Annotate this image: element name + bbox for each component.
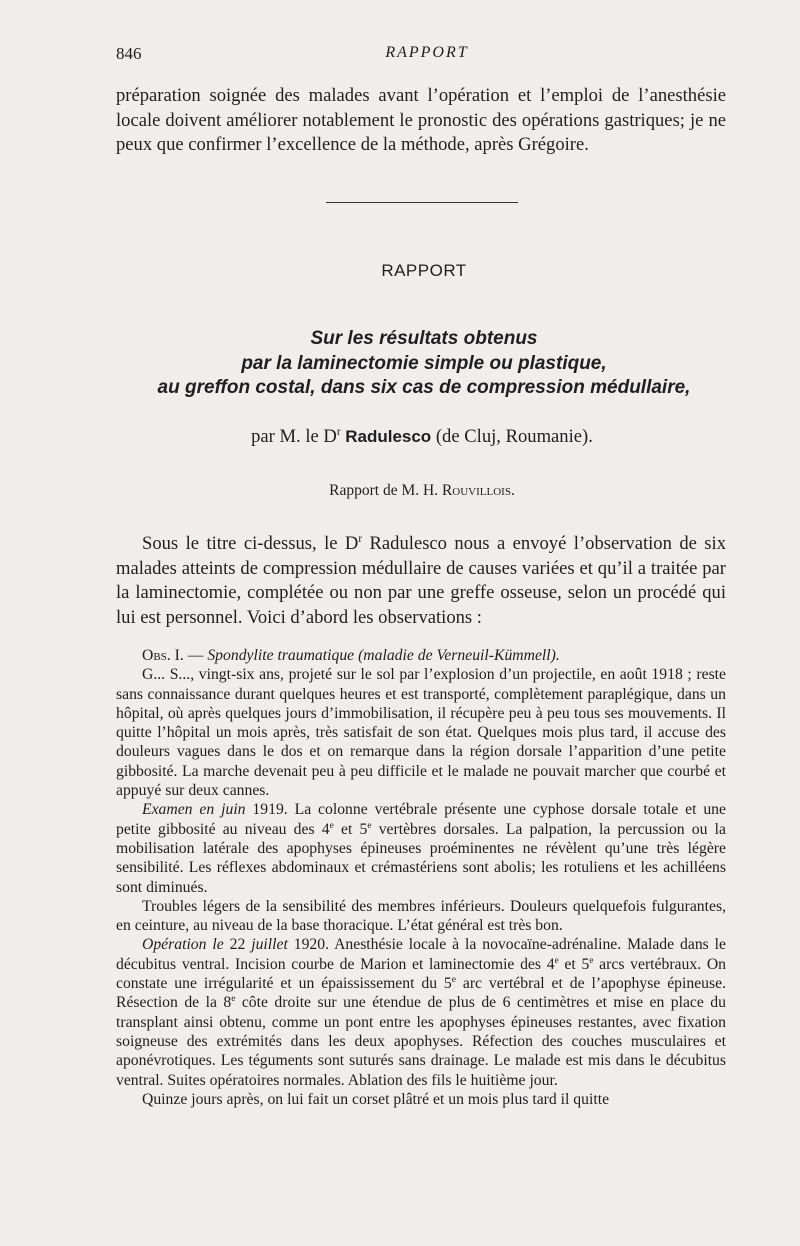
author-sup: r [336, 425, 341, 438]
report-subtitle [100, 327, 748, 401]
observation-title: Spondylite traumatique (maladie de Verneuil-Kümmell). [207, 647, 560, 664]
intro-paragraph: préparation soignée des malades avant l’opération et l’emploi de l’anesthésie locale doivent améliorer notablement le pronostic des opérations gastriques; je ne peux que confirmer l’excellence de la méthode, après Grégoire. [116, 85, 726, 155]
subtitle-line-2: par la laminectomie simple ou plastique, [241, 352, 607, 374]
observation-history: G... S..., vingt-six ans, projeté sur le sol par l’explosion d’un projectile, en août 1918 ; reste sans connaissance durant quelques heures et est transporté, complètement paraplégique, dans un hôpital, où après quelques jours d’immobilisation, il récupère peu à peu tous ses mouvements. Il quitte l’hôpital un mois après, très satisfait de son état. Quelques mois plus tard, il accuse des douleurs vagues dans le dos et on remarque dans la région dorsale l’apparition d’une petite gibbosité. La marche devenait peu à peu difficile et le malade ne pouvait marcher que courbé et appuyé sur deux cannes. [116, 666, 726, 800]
observation-1 [116, 646, 726, 1109]
section-divider [326, 202, 518, 203]
reporter-name: Rouvillois. [441, 482, 515, 499]
running-title: RAPPORT [385, 44, 469, 61]
observation-label: Obs. I. — [142, 647, 204, 664]
page-number: 846 [116, 44, 142, 63]
subtitle-line-3: au greffon costal, dans six cas de compression médullaire, [157, 377, 691, 398]
section-title: RAPPORT [381, 261, 467, 280]
observation-troubles: Troubles légers de la sensibilité des membres inférieurs. Douleurs quelquefois fulgurantes, en ceinture, au niveau de la base thoracique. L’état général est très bon. [116, 897, 726, 935]
subtitle-line-1: Sur les résultats obtenus [310, 328, 538, 349]
author-affiliation: (de Cluj, Roumanie). [435, 426, 593, 447]
observation-heading [116, 646, 726, 665]
author-line [0, 426, 800, 448]
author-prefix: par M. le D [251, 426, 337, 447]
observation-final: Quinze jours après, on lui fait un corset plâtré et un mois plus tard il quitte [142, 1090, 610, 1108]
observation-exam: Examen en juin 1919. La colonne vertébrale présente une cyphose dorsale totale et une petite gibbosité au niveau des 4e et 5e vertèbres dorsales. La palpation, la percussion ou la mobilisation latérale des apophyses épineuses proéminentes ne révèlent qu’une très légère sensibilité. Les réflexes abdominaux et crémastériens sont abolis; les rotuliens et les achilléens sont diminués. [116, 801, 726, 896]
author-name: Radulesco [345, 427, 432, 446]
observation-operation: Opération le 22 juillet 1920. Anesthésie locale à la novocaïne-adrénaline. Malade dans le décubitus ventral. Incision courbe de Marion et laminectomie des 4e et 5e arcs vertébraux. On constate une irrégularité et un épaississement du 5e arc vertébral et de l’apophyse épineuse. Résection de la 8e côte droite sur une étendue de plus de 6 centimètres et mise en place du transplant ainsi obtenu, comme un pont entre les apophyses épineuses restantes, avec fixation soigneuse des extrémités dans les deux apophyses. Réfection des couches musculaires et aponévrotiques. Les téguments sont suturés sans drainage. Le malade est mis dans le décubitus ventral. Suites opératoires normales. Ablation des fils le huitième jour. [116, 936, 726, 1089]
body-paragraph: Sous le titre ci-dessus, le $D^r$ Radulesco nous a envoyé l’observation de six malades atteints de compression médullaire de causes variées et qu’il a traitée par la laminectomie, complétée ou non par une greffe osseuse, selon un procédé qui lui est personnel. Voici d’abord les observations : [116, 532, 727, 628]
reporter-prefix: Rapport de M. H. [329, 482, 439, 499]
reporter-line [0, 482, 800, 500]
